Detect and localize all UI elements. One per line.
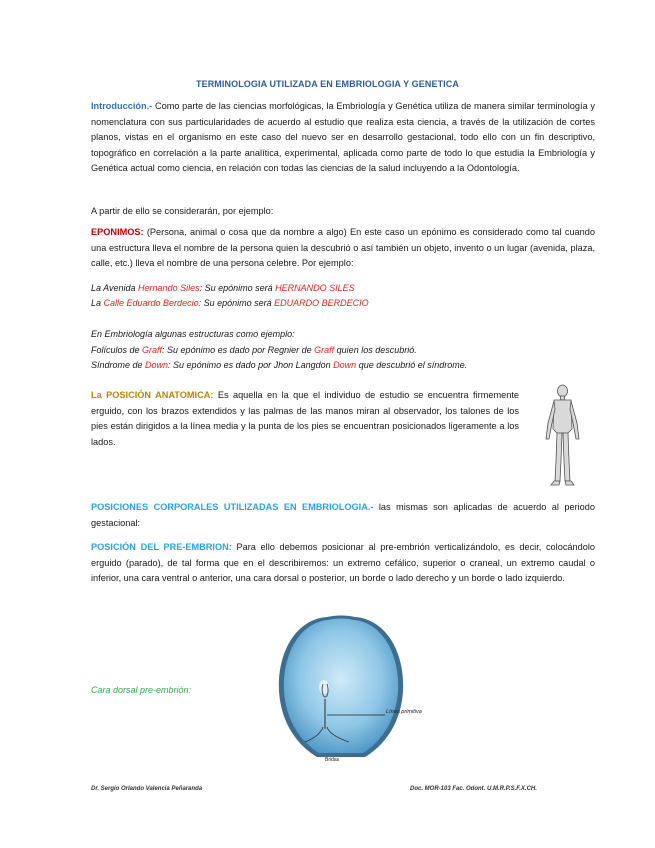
anatomical-figure-image (540, 383, 585, 488)
intro-paragraph (91, 99, 595, 177)
preembrion-paragraph (91, 540, 595, 587)
example-line: Folículos de Graff: Su epónimo es dado por Regnier de Graff quien los descubrió. (91, 345, 417, 355)
anatomica-text: Es aquella en la que el individuo de estudio se encuentra firmemente erguido, con los brazos extendidos y las palmas de las manos miran al observador, los talones de los pies están dirigidos a la línea media y la punta de los pies se encuentran posicionados ligeramente a los lados. (91, 390, 520, 447)
figure-caption: Cara dorsal pre-embrión: (91, 685, 192, 695)
example-line: La Calle Eduardo Berdecio: Su epónimo será EDUARDO BERDECIO (91, 298, 369, 308)
footer-course: Doc. MOR-103 Fac. Odont. U.M.R.P.S.F.X.CH. (410, 786, 537, 792)
anatomica-heading: La POSICIÓN ANATOMICA: (91, 390, 214, 400)
eponimos-paragraph (91, 225, 595, 272)
examples-intro: En Embriología algunas estructuras como ejemplo: (91, 329, 295, 339)
page-title: TERMINOLOGIA UTILIZADA EN EMBRIOLOGIA Y GENETICA (196, 79, 459, 89)
anatomica-paragraph (91, 388, 519, 450)
example-line: Síndrome de Down: Su epónimo es dado por Jhon Langdon Down que descubrió el síndrome. (91, 360, 468, 370)
intro-text: Como parte de las ciencias morfológicas, la Embriología y Genética utiliza de manera similar terminología y nomenclatura con sus particularidades de acuerdo al estudio que realiza esta ciencia, a través de la utilización de cortes planos, vistas en el organismo en este caso del nuevo ser en desarrollo gestacional, todo ello con un fin descriptivo, topográfico en correlación a la parte analítica, experimental, aplicada como parte de todo lo que estudia la Embriología y Genética actual como ciencia, en relación con todas las ciencias de la salud incluyendo a la Odontología. (91, 101, 595, 173)
preembrion-text: Para ello debemos posicionar al pre-embrión verticalizándolo, es decir, colocándolo erguido (parado), de tal forma que en el describiremos: un extremo cefálico, superior o craneal, un extremo caudal o inferior, una cara ventral o anterior, una cara dorsal o posterior, un borde o lado derecho y un borde o lado izquierdo. (91, 542, 595, 583)
embryo-bottom-label: Bridas (325, 757, 340, 763)
pre-embryo-dorsal-image (267, 611, 422, 763)
posiciones-paragraph (91, 500, 595, 531)
example-line: La Avenida Hernando Siles: Su epónimo será HERNANDO SILES (91, 283, 355, 293)
eponimos-text: (Persona, animal o cosa que da nombre a algo) En este caso un epónimo es considerado como tal cuando una estructura lleva el nombre de la persona quien la descubrió o así también un objeto, invento o un lugar (avenida, plaza, calle, etc.) lleva el nombre de una persona celebre. Por ejemplo: (91, 227, 595, 268)
posiciones-text: las mismas son aplicadas de acuerdo al periodo gestacional: (91, 502, 596, 528)
posiciones-heading: POSICIONES CORPORALES UTILIZADAS EN EMBRIOLOGIA.- (91, 502, 374, 512)
primitive-line-label: Línea primitiva (386, 709, 422, 715)
preembrion-heading: POSICIÓN DEL PRE-EMBRION: (91, 542, 232, 552)
intro-heading: Introducción.- (91, 101, 153, 111)
footer-author: Dr. Sergio Orlando Valencia Peñaranda (91, 786, 203, 792)
eponimos-heading: EPONIMOS: (91, 227, 144, 237)
consider-paragraph: A partir de ello se considerarán, por ejemplo: (91, 206, 274, 216)
